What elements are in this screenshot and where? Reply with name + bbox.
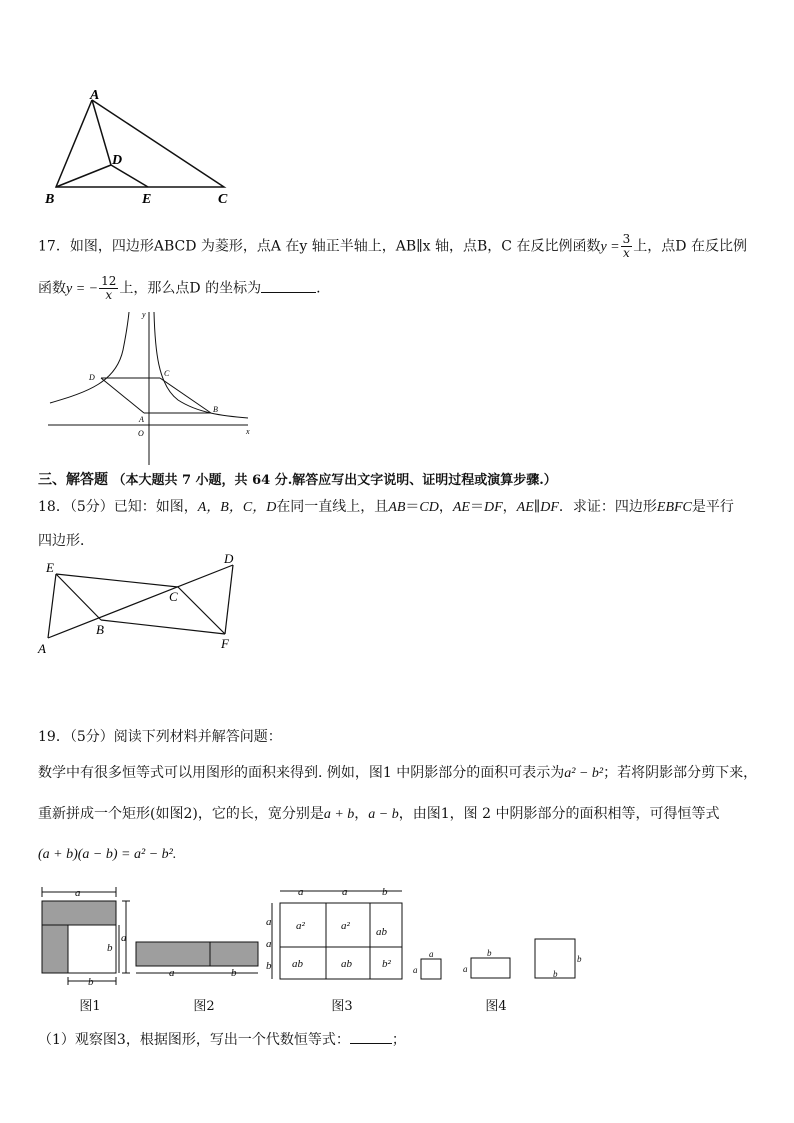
graph-label-b: B xyxy=(213,405,218,414)
fig18-label-a: A xyxy=(38,641,46,656)
fig1-dim-top: a xyxy=(75,887,81,899)
q19-p2-expr2: a − b xyxy=(368,807,399,822)
fig18-label-b: B xyxy=(96,622,104,637)
q19-line1 xyxy=(38,727,282,747)
q18-comma-2: ， xyxy=(502,499,517,515)
q18-eq1-left: AB xyxy=(388,500,406,515)
graph-label-d: D xyxy=(89,373,95,382)
fig1-dim-bottom: b xyxy=(88,976,94,988)
q18-text-1b: 在同一直线上，且 xyxy=(276,499,389,515)
figure-3 xyxy=(266,886,402,979)
fig3-cell-1: a² xyxy=(296,920,305,932)
label-b: B xyxy=(45,192,55,207)
q18-eq1-sign: ＝ xyxy=(405,499,420,515)
section-heading xyxy=(38,470,557,491)
fig2-dim-b: b xyxy=(231,967,237,979)
q18-eq3: AE∥DF xyxy=(516,500,559,515)
fig3-dim-top-3: b xyxy=(382,886,388,898)
q19-p1-text-a: 数学中有很多恒等式可以用图形的面积来得到. 例如，图1 中阴影部分的面积可表示为 xyxy=(38,765,565,781)
q19-subq1-end: ； xyxy=(391,1032,406,1048)
section-title: 三、解答题 xyxy=(38,472,108,488)
fig18-label-e: E xyxy=(46,560,54,575)
q18-text-1a: 已知：如图， xyxy=(113,499,198,515)
q19-p1-expr: a² − b² xyxy=(564,766,604,781)
fig18-label-f: F xyxy=(221,636,229,651)
q17-fraction-1-num: 3 xyxy=(622,232,631,246)
q18-comma-1: ， xyxy=(438,499,453,515)
fig1-dim-inner: b xyxy=(107,942,113,954)
q19-subq1 xyxy=(38,1029,406,1050)
q17-fn2-lhs: y = − xyxy=(66,281,99,297)
graph-label-o: O xyxy=(138,429,144,438)
graph-label-x: x xyxy=(246,427,250,436)
q17-text-1a: 如图，四边形ABCD 为菱形，点A 在y 轴正半轴上，AB∥x 轴，点B，C 在反比例函数 xyxy=(69,238,601,255)
q18-line1 xyxy=(38,497,734,518)
fig4-dim-2: a xyxy=(413,965,418,975)
q19-identity: (a + b)(a − b) = a² − b². xyxy=(38,847,177,862)
fig4-dim-3: b xyxy=(487,948,492,958)
section-note: （本大题共 7 小题，共 64 分.解答应写出文字说明、证明过程或演算步骤.） xyxy=(112,473,557,488)
fig3-dim-left-2: a xyxy=(266,938,272,950)
fig3-cell-5: ab xyxy=(341,958,352,970)
fig4-dim-5: b xyxy=(577,954,582,964)
q19-subq1-text: （1）观察图3，根据图形，写出一个代数恒等式： xyxy=(38,1032,350,1048)
q17-fraction-2 xyxy=(99,275,118,302)
fig3-dim-top-1: a xyxy=(298,886,304,898)
fig4-dim-4: a xyxy=(463,964,468,974)
q17-number: 17． xyxy=(38,238,70,255)
fig3-dim-top-2: a xyxy=(342,886,348,898)
fig3-cell-2: a² xyxy=(341,920,350,932)
q18-quad: EBFC xyxy=(656,500,692,515)
label-e: E xyxy=(142,192,152,207)
caption-fig1: 图1 xyxy=(79,999,101,1014)
hyperbola-graph xyxy=(48,310,258,470)
q19-number: 19． xyxy=(38,729,70,745)
q17-fraction-1 xyxy=(621,233,633,260)
q18-eq1-right: CD xyxy=(419,500,439,515)
q19-p2-expr1: a + b xyxy=(323,807,355,822)
q17-line1 xyxy=(38,233,747,260)
q17-fraction-2-den: x xyxy=(105,288,113,302)
q17-fn1-lhs: y = xyxy=(600,239,620,255)
fig3-cell-6: b² xyxy=(382,958,391,970)
q18-text-1c: ．求证：四边形 xyxy=(558,499,657,515)
caption-fig4: 图4 xyxy=(485,999,507,1014)
fig4-dim-6: b xyxy=(553,969,558,979)
fig4-dim-1: a xyxy=(429,949,434,959)
label-a: A xyxy=(90,88,100,103)
q18-score: （5分） xyxy=(69,499,114,515)
fig3-cell-4: ab xyxy=(292,958,303,970)
fig18-label-d: D xyxy=(224,552,234,566)
q18-line2: 四边形． xyxy=(38,533,94,549)
figure-2 xyxy=(136,942,258,979)
q17-text-2b: 上，那么点D 的坐标为 xyxy=(119,280,262,297)
q17-text-1b: 上，点D 在反比例 xyxy=(633,238,747,255)
q17-answer-blank[interactable] xyxy=(261,278,316,293)
q19-score: （5分） xyxy=(69,729,114,745)
fig3-cell-3: ab xyxy=(376,926,387,938)
q17-text-2a: 函数 xyxy=(38,280,66,297)
q19-subq1-answer-blank[interactable] xyxy=(350,1029,392,1044)
graph-label-c: C xyxy=(164,369,170,378)
q19-p2-sep: ， xyxy=(354,806,369,822)
graph-label-a: A xyxy=(139,415,144,424)
q19-p2-text-a: 重新拼成一个矩形(如图2)，它的长，宽分别是 xyxy=(38,806,324,822)
q17-end: . xyxy=(316,280,321,297)
figure-1 xyxy=(42,887,130,988)
q19-para2 xyxy=(38,804,719,825)
q18-eq2-right: DF xyxy=(483,500,503,515)
label-c: C xyxy=(218,192,228,207)
q17-fraction-2-num: 12 xyxy=(101,274,117,288)
q18-eq2-left: AE xyxy=(452,500,470,515)
parallelogram-figure xyxy=(35,552,245,657)
caption-fig2: 图2 xyxy=(193,999,215,1014)
q19-title: 阅读下列材料并解答问题： xyxy=(113,729,282,745)
q18-text-1d: 是平行 xyxy=(691,499,734,515)
q18-points: A，B，C，D xyxy=(197,500,277,515)
q19-p2-text-b: ，由图1，图 2 中阴影部分的面积相等，可得恒等式 xyxy=(398,806,720,822)
fig2-dim-a: a xyxy=(169,967,175,979)
fig1-dim-right: a xyxy=(121,932,127,944)
q18-eq2-sign: ＝ xyxy=(469,499,484,515)
q18-number: 18． xyxy=(38,499,70,515)
fig3-dim-left-3: b xyxy=(266,960,272,972)
graph-label-y: y xyxy=(142,310,146,319)
q19-para1 xyxy=(38,763,757,784)
caption-fig3: 图3 xyxy=(331,999,353,1014)
q19-p1-text-b: ；若将阴影部分剪下来， xyxy=(603,765,758,781)
q17-line2 xyxy=(38,275,321,302)
q17-fraction-1-den: x xyxy=(623,246,630,260)
figure-4 xyxy=(413,939,582,979)
label-d: D xyxy=(112,153,123,168)
triangle-figure xyxy=(40,85,240,210)
fig18-label-c: C xyxy=(169,589,178,604)
fig3-dim-left-1: a xyxy=(266,916,272,928)
